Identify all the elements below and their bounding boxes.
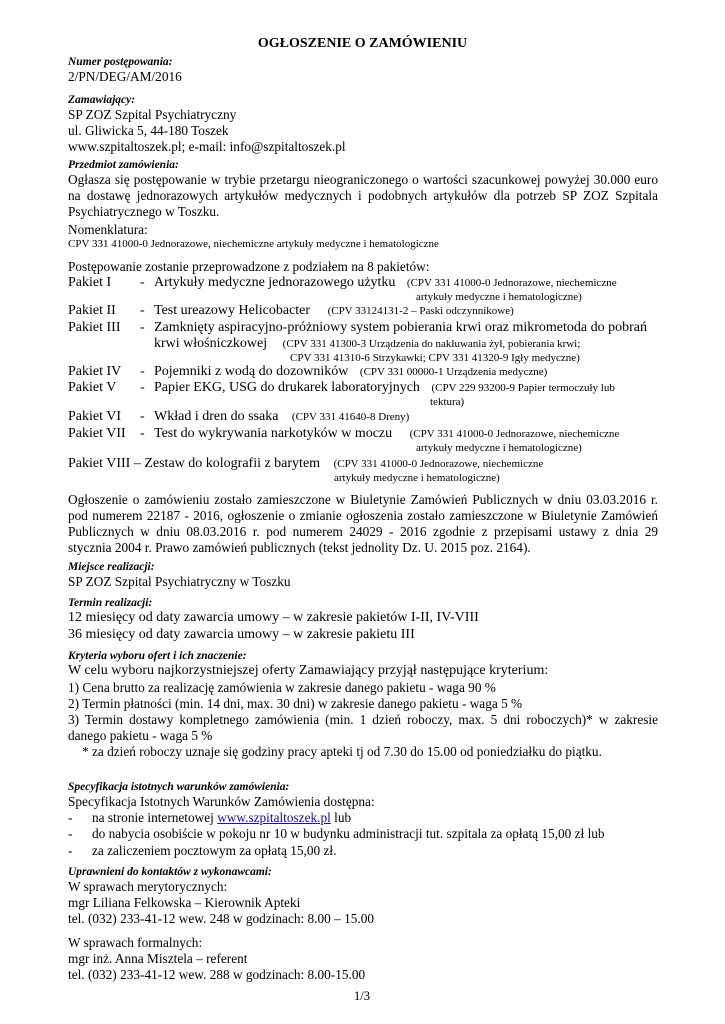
- list-dash: -: [68, 843, 73, 858]
- kontakty-label: Uprawnieni do kontaktów z wykonawcami:: [68, 866, 272, 878]
- przedmiot-line2: na dostawę jednorazowych artykułów medycznych i podobnych artykułów dla potrzeb SP ZOZ Szpitala: [68, 188, 658, 203]
- ogloszenie-line4: stycznia 2004 r. Prawo zamówień publicznych (tekst jednolity Dz. U. 2015 poz. 2164).: [68, 540, 531, 555]
- document-title: OGŁOSZENIE O ZAMÓWIENIU: [257, 36, 468, 51]
- pakiet-dash: -: [140, 275, 145, 290]
- przedmiot-label: Przedmiot zamówienia:: [68, 159, 179, 171]
- numer-label: Numer postępowania:: [68, 56, 173, 68]
- siwz-item1-pre: na stronie internetowej: [92, 810, 214, 825]
- pakiet-dash: -: [140, 426, 145, 441]
- pakiet-desc-cont: krwi włośniczkowej: [154, 336, 268, 351]
- pakiet-name: Pakiet VIII – Zestaw do kolografii z barytem: [68, 456, 321, 471]
- pakiet-dash: -: [140, 409, 145, 424]
- pakiet-cpv: (CPV 331 41000-0 Jednorazowe, niechemiczne: [333, 458, 544, 470]
- siwz-item: [68, 810, 351, 826]
- pakiet-desc: Artykuły medyczne jednorazowego użytku: [154, 275, 396, 290]
- nomenklatura-label: Nomenklatura:: [68, 222, 148, 237]
- pakiet-row: [68, 303, 514, 319]
- pakiet-row: [68, 364, 547, 380]
- kryteria-item-1: 1) Cena brutto za realizację zamówienia w zakresie danego pakietu - waga 90 %: [68, 680, 496, 695]
- pakiet-cpv-cont: artykuły medyczne i hematologiczne): [416, 291, 582, 303]
- pakiet-cpv: (CPV 229 93200-9 Papier termoczuły lub: [431, 382, 615, 394]
- website-link[interactable]: www.szpitaltoszek.pl: [217, 810, 331, 825]
- pakiet-row: [68, 426, 619, 442]
- pakiet-desc: Test ureazowy Helicobacter: [154, 303, 311, 318]
- zamawiajacy-contact: www.szpitaltoszek.pl; e-mail: info@szpitaltoszek.pl: [68, 139, 346, 154]
- pakiet-name: Pakiet V: [68, 380, 117, 395]
- pakiet-row: [68, 456, 543, 472]
- kontakty-tel2: tel. (032) 233-41-12 wew. 288 w godzinach: 8.00-15.00: [68, 967, 366, 982]
- przedmiot-line3: Psychiatrycznego w Toszku.: [68, 204, 220, 219]
- ogloszenie-line2: pod numerem 22187 - 2016, ogłoszenie o zmianie ogłoszenia zostało zamieszczone w Biuletynie Zamówień: [68, 508, 658, 523]
- pakiet-cpv: (CPV 331 41000-0 Jednorazowe, niechemiczne: [409, 428, 620, 440]
- ogloszenie-line1: Ogłoszenie o zamówieniu zostało zamieszczone w Biuletynie Zamówień Publicznych w dniu 03.03.2016 r.: [68, 492, 658, 507]
- pakiet-cpv: (CPV 331 41640-8 Dreny): [291, 411, 410, 423]
- kryteria-label: Kryteria wyboru ofert i ich znaczenie:: [68, 650, 247, 662]
- miejsce-label: Miejsce realizacji:: [68, 561, 155, 573]
- siwz-item3: za zaliczeniem pocztowym za opłatą 15,00 zł.: [92, 843, 337, 858]
- pakiety-intro: Postępowanie zostanie przeprowadzone z podziałem na 8 pakietów:: [68, 259, 430, 274]
- siwz-item: [68, 826, 605, 842]
- pakiet-dash: -: [140, 364, 145, 379]
- siwz-intro: Specyfikacja Istotnych Warunków Zamówienia dostępna:: [68, 794, 375, 809]
- kontakty-osoba1: mgr Liliana Felkowska – Kierownik Apteki: [68, 895, 301, 910]
- przedmiot-line1: Ogłasza się postępowanie w trybie przetargu nieograniczonego o wartości szacunkowej powyżej 30.000 euro: [68, 172, 658, 187]
- pakiet-name: Pakiet VI: [68, 409, 122, 424]
- ogloszenie-line3: Publicznych w dniu 08.03.2016 r. pod numerem 24029 - 2016 zgodnie z przepisami ustawy z dnia 29: [68, 524, 658, 539]
- pakiet-row: [68, 320, 647, 336]
- numer-value: 2/PN/DEG/AM/2016: [68, 69, 182, 84]
- pakiet-desc: Test do wykrywania narkotyków w moczu: [154, 426, 393, 441]
- list-dash: -: [68, 826, 73, 841]
- siwz-item2: do nabycia osobiście w pokoju nr 10 w budynku administracji tut. szpitala za opłatą 15,00 zł lub: [92, 826, 605, 841]
- pakiet-name: Pakiet II: [68, 303, 116, 318]
- pakiet-desc: Pojemniki z wodą do dozowników: [154, 364, 349, 379]
- pakiet-cpv-cont: tektura): [430, 396, 465, 408]
- siwz-label: Specyfikacja istotnych warunków zamówienia:: [68, 781, 290, 793]
- pakiet-cpv-cont: artykuły medyczne i hematologiczne): [416, 442, 582, 454]
- pakiet-row: [68, 380, 615, 396]
- pakiet-desc: Wkład i dren do ssaka: [154, 409, 279, 424]
- pakiet-name: Pakiet IV: [68, 364, 122, 379]
- kontakty-merytoryczne: W sprawach merytorycznych:: [68, 879, 228, 894]
- kontakty-formalne: W sprawach formalnych:: [68, 935, 203, 950]
- nomenklatura-value: CPV 331 41000-0 Jednorazowe, niechemiczne artykuły medyczne i hematologiczne: [68, 238, 439, 250]
- pakiet-cpv: (CPV 331 41000-0 Jednorazowe, niechemiczne: [406, 277, 617, 289]
- zamawiajacy-label: Zamawiający:: [68, 94, 136, 106]
- kryteria-item-3-cont: danego pakietu - waga 5 %: [68, 728, 213, 743]
- kryteria-item-3: 3) Termin dostawy kompletnego zamówienia (min. 1 dzień roboczy, max. 5 dni roboczych)* w zakresie: [68, 712, 658, 727]
- pakiet-desc: Papier EKG, USG do drukarek laboratoryjnych: [154, 380, 420, 395]
- pakiet-cpv-cont: artykuły medyczne i hematologiczne): [334, 472, 500, 484]
- siwz-item: [68, 843, 336, 859]
- pakiet-row: [68, 409, 409, 425]
- kryteria-note: * za dzień roboczy uznaje się godziny pracy apteki tj od 7.30 do 15.00 od poniedziałku do piątku.: [82, 744, 602, 759]
- termin-label: Termin realizacji:: [68, 597, 153, 609]
- pakiet-desc: Zamknięty aspiracyjno-próżniowy system pobierania krwi oraz mikrometoda do pobrań: [154, 320, 647, 335]
- page-number: 1/3: [354, 989, 370, 1003]
- pakiet-cpv: (CPV 331 00000-1 Urządzenia medyczne): [359, 366, 548, 378]
- pakiet-dash: -: [140, 320, 145, 335]
- termin-line1: 12 miesięcy od daty zawarcia umowy – w zakresie pakietów I-II, IV-VIII: [68, 610, 479, 625]
- siwz-item1-post: lub: [334, 810, 352, 825]
- kryteria-intro: W celu wyboru najkorzystniejszej oferty Zamawiający przyjął następujące kryterium:: [68, 663, 549, 678]
- pakiet-cpv: (CPV 331 41300-3 Urządzenia do nakłuwania żył, pobierania krwi;: [282, 338, 581, 350]
- pakiet-name: Pakiet III: [68, 320, 121, 335]
- pakiet-name: Pakiet I: [68, 275, 112, 290]
- pakiet-dash: -: [140, 303, 145, 318]
- pakiet-dash: -: [140, 380, 145, 395]
- pakiet-name: Pakiet VII: [68, 426, 126, 441]
- zamawiajacy-address: ul. Gliwicka 5, 44-180 Toszek: [68, 123, 229, 138]
- pakiet-cpv-cont: CPV 331 41310-6 Strzykawki; CPV 331 41320-9 Igły medyczne): [290, 352, 580, 364]
- pakiet-cpv: (CPV 33124131-2 – Paski odczynnikowe): [327, 305, 514, 317]
- pakiet-row-cont: [154, 336, 580, 352]
- list-dash: -: [68, 810, 73, 825]
- zamawiajacy-name: SP ZOZ Szpital Psychiatryczny: [68, 107, 237, 122]
- kontakty-tel1: tel. (032) 233-41-12 wew. 248 w godzinach: 8.00 – 15.00: [68, 911, 375, 926]
- kontakty-osoba2: mgr inż. Anna Misztela – referent: [68, 951, 248, 966]
- kryteria-item-2: 2) Termin płatności (min. 14 dni, max. 30 dni) w zakresie danego pakietu - waga 5 %: [68, 696, 523, 711]
- pakiet-row: [68, 275, 617, 291]
- termin-line2: 36 miesięcy od daty zawarcia umowy – w zakresie pakietu III: [68, 627, 415, 642]
- miejsce-value: SP ZOZ Szpital Psychiatryczny w Toszku: [68, 574, 291, 589]
